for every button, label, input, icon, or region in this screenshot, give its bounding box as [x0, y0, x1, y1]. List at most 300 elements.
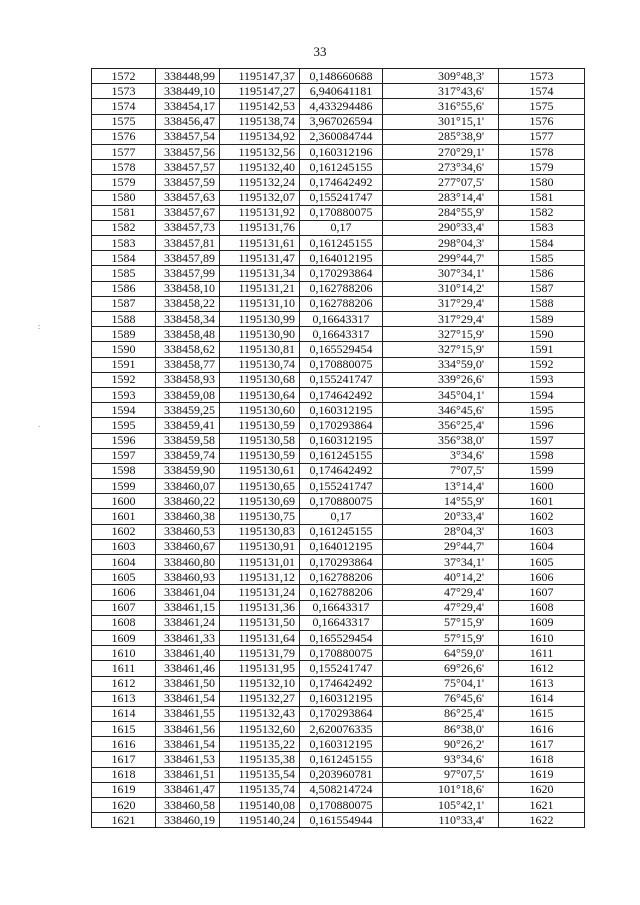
length-cell: 0,170293864: [300, 555, 383, 570]
point-to-cell: 1608: [499, 600, 585, 615]
y-coordinate-cell: 1195131,76: [220, 220, 300, 235]
y-coordinate-cell: 1195140,08: [220, 798, 300, 813]
table-row: [92, 114, 585, 129]
length-cell: 0,160312195: [300, 691, 383, 706]
x-coordinate-cell: 338457,56: [156, 144, 220, 159]
y-coordinate-cell: 1195130,61: [220, 463, 300, 478]
table-row: [92, 630, 585, 645]
point-to-cell: 1603: [499, 524, 585, 539]
length-cell: 0,170880075: [300, 494, 383, 509]
point-to-cell: 1587: [499, 281, 585, 296]
bearing-cell: 76°45,6': [383, 691, 499, 706]
point-to-cell: 1622: [499, 813, 585, 828]
bearing-cell: 110°33,4': [383, 813, 499, 828]
point-from-cell: 1621: [92, 813, 156, 828]
bearing-cell: 298°04,3': [383, 236, 499, 251]
y-coordinate-cell: 1195131,34: [220, 266, 300, 281]
y-coordinate-cell: 1195130,60: [220, 403, 300, 418]
y-coordinate-cell: 1195132,10: [220, 676, 300, 691]
point-to-cell: 1616: [499, 722, 585, 737]
x-coordinate-cell: 338457,73: [156, 220, 220, 235]
point-from-cell: 1586: [92, 281, 156, 296]
bearing-cell: 273°34,6': [383, 160, 499, 175]
point-to-cell: 1613: [499, 676, 585, 691]
point-from-cell: 1609: [92, 630, 156, 645]
bearing-cell: 69°26,6': [383, 661, 499, 676]
length-cell: 0,16643317: [300, 615, 383, 630]
y-coordinate-cell: 1195132,27: [220, 691, 300, 706]
x-coordinate-cell: 338457,54: [156, 129, 220, 144]
point-to-cell: 1599: [499, 463, 585, 478]
table-row: [92, 661, 585, 676]
table-row: [92, 129, 585, 144]
length-cell: 0,170293864: [300, 706, 383, 721]
point-from-cell: 1579: [92, 175, 156, 190]
point-to-cell: 1611: [499, 646, 585, 661]
length-cell: 6,940641181: [300, 84, 383, 99]
point-from-cell: 1605: [92, 570, 156, 585]
length-cell: 0,161245155: [300, 160, 383, 175]
table-row: [92, 448, 585, 463]
point-from-cell: 1616: [92, 737, 156, 752]
point-from-cell: 1604: [92, 555, 156, 570]
y-coordinate-cell: 1195132,60: [220, 722, 300, 737]
bearing-cell: 7°07,5': [383, 463, 499, 478]
y-coordinate-cell: 1195130,90: [220, 327, 300, 342]
point-to-cell: 1594: [499, 387, 585, 402]
x-coordinate-cell: 338454,17: [156, 99, 220, 114]
x-coordinate-cell: 338457,67: [156, 205, 220, 220]
point-from-cell: 1615: [92, 722, 156, 737]
y-coordinate-cell: 1195131,64: [220, 630, 300, 645]
length-cell: 0,170880075: [300, 798, 383, 813]
bearing-cell: 339°26,6': [383, 372, 499, 387]
y-coordinate-cell: 1195130,75: [220, 509, 300, 524]
point-from-cell: 1600: [92, 494, 156, 509]
table-row: [92, 220, 585, 235]
length-cell: 0,170293864: [300, 266, 383, 281]
length-cell: 2,620076335: [300, 722, 383, 737]
y-coordinate-cell: 1195132,43: [220, 706, 300, 721]
length-cell: 0,203960781: [300, 767, 383, 782]
y-coordinate-cell: 1195130,59: [220, 418, 300, 433]
length-cell: 0,174642492: [300, 463, 383, 478]
bearing-cell: 283°14,4': [383, 190, 499, 205]
y-coordinate-cell: 1195135,54: [220, 767, 300, 782]
length-cell: 0,165529454: [300, 630, 383, 645]
bearing-cell: 101°18,6': [383, 782, 499, 797]
point-to-cell: 1573: [499, 69, 585, 84]
table-row: [92, 372, 585, 387]
y-coordinate-cell: 1195131,92: [220, 205, 300, 220]
point-from-cell: 1612: [92, 676, 156, 691]
y-coordinate-cell: 1195131,36: [220, 600, 300, 615]
bearing-cell: 346°45,6': [383, 403, 499, 418]
table-row: [92, 600, 585, 615]
point-to-cell: 1602: [499, 509, 585, 524]
x-coordinate-cell: 338461,47: [156, 782, 220, 797]
table-row: [92, 433, 585, 448]
point-to-cell: 1609: [499, 615, 585, 630]
y-coordinate-cell: 1195132,24: [220, 175, 300, 190]
y-coordinate-cell: 1195140,24: [220, 813, 300, 828]
x-coordinate-cell: 338458,10: [156, 281, 220, 296]
point-to-cell: 1579: [499, 160, 585, 175]
point-to-cell: 1582: [499, 205, 585, 220]
point-from-cell: 1614: [92, 706, 156, 721]
y-coordinate-cell: 1195147,27: [220, 84, 300, 99]
y-coordinate-cell: 1195130,91: [220, 539, 300, 554]
length-cell: 0,17: [300, 220, 383, 235]
bearing-cell: 57°15,9': [383, 615, 499, 630]
length-cell: 0,165529454: [300, 342, 383, 357]
scan-margin-mark: .: [38, 420, 40, 429]
bearing-cell: 105°42,1': [383, 798, 499, 813]
y-coordinate-cell: 1195130,58: [220, 433, 300, 448]
bearing-cell: 316°55,6': [383, 99, 499, 114]
table-row: [92, 479, 585, 494]
y-coordinate-cell: 1195131,61: [220, 236, 300, 251]
bearing-cell: 317°29,4': [383, 296, 499, 311]
length-cell: 0,155241747: [300, 372, 383, 387]
point-to-cell: 1598: [499, 448, 585, 463]
table-row: [92, 205, 585, 220]
length-cell: 0,161245155: [300, 236, 383, 251]
table-row: [92, 767, 585, 782]
point-from-cell: 1578: [92, 160, 156, 175]
point-to-cell: 1588: [499, 296, 585, 311]
point-from-cell: 1613: [92, 691, 156, 706]
bearing-cell: 285°38,9': [383, 129, 499, 144]
x-coordinate-cell: 338460,38: [156, 509, 220, 524]
point-to-cell: 1577: [499, 129, 585, 144]
bearing-cell: 327°15,9': [383, 342, 499, 357]
table-row: [92, 782, 585, 797]
bearing-cell: 317°43,6': [383, 84, 499, 99]
point-to-cell: 1580: [499, 175, 585, 190]
bearing-cell: 20°33,4': [383, 509, 499, 524]
y-coordinate-cell: 1195147,37: [220, 69, 300, 84]
point-to-cell: 1592: [499, 357, 585, 372]
length-cell: 0,162788206: [300, 585, 383, 600]
table-row: [92, 524, 585, 539]
length-cell: 0,160312195: [300, 403, 383, 418]
table-row: [92, 615, 585, 630]
length-cell: 0,161245155: [300, 524, 383, 539]
table-row: [92, 752, 585, 767]
x-coordinate-cell: 338457,63: [156, 190, 220, 205]
y-coordinate-cell: 1195138,74: [220, 114, 300, 129]
y-coordinate-cell: 1195131,50: [220, 615, 300, 630]
point-from-cell: 1577: [92, 144, 156, 159]
bearing-cell: 317°29,4': [383, 312, 499, 327]
point-to-cell: 1604: [499, 539, 585, 554]
point-to-cell: 1607: [499, 585, 585, 600]
x-coordinate-cell: 338459,74: [156, 448, 220, 463]
length-cell: 0,160312195: [300, 433, 383, 448]
point-from-cell: 1593: [92, 387, 156, 402]
bearing-cell: 86°25,4': [383, 706, 499, 721]
length-cell: 0,155241747: [300, 661, 383, 676]
table-row: [92, 418, 585, 433]
bearing-cell: 3°34,6': [383, 448, 499, 463]
point-from-cell: 1620: [92, 798, 156, 813]
bearing-cell: 64°59,0': [383, 646, 499, 661]
table-row: [92, 175, 585, 190]
bearing-cell: 97°07,5': [383, 767, 499, 782]
point-to-cell: 1586: [499, 266, 585, 281]
x-coordinate-cell: 338457,99: [156, 266, 220, 281]
point-from-cell: 1602: [92, 524, 156, 539]
point-from-cell: 1596: [92, 433, 156, 448]
point-to-cell: 1618: [499, 752, 585, 767]
x-coordinate-cell: 338449,10: [156, 84, 220, 99]
point-from-cell: 1589: [92, 327, 156, 342]
length-cell: 0,162788206: [300, 296, 383, 311]
table-row: [92, 266, 585, 281]
table-row: [92, 69, 585, 84]
point-from-cell: 1591: [92, 357, 156, 372]
x-coordinate-cell: 338461,33: [156, 630, 220, 645]
x-coordinate-cell: 338461,46: [156, 661, 220, 676]
length-cell: 0,174642492: [300, 387, 383, 402]
point-from-cell: 1583: [92, 236, 156, 251]
point-to-cell: 1595: [499, 403, 585, 418]
table-row: [92, 357, 585, 372]
point-to-cell: 1593: [499, 372, 585, 387]
point-from-cell: 1587: [92, 296, 156, 311]
point-to-cell: 1581: [499, 190, 585, 205]
point-from-cell: 1580: [92, 190, 156, 205]
point-from-cell: 1619: [92, 782, 156, 797]
y-coordinate-cell: 1195132,56: [220, 144, 300, 159]
bearing-cell: 37°34,1': [383, 555, 499, 570]
length-cell: 2,360084744: [300, 129, 383, 144]
point-from-cell: 1617: [92, 752, 156, 767]
point-from-cell: 1582: [92, 220, 156, 235]
x-coordinate-cell: 338461,50: [156, 676, 220, 691]
length-cell: 0,162788206: [300, 570, 383, 585]
x-coordinate-cell: 338460,22: [156, 494, 220, 509]
x-coordinate-cell: 338458,77: [156, 357, 220, 372]
table-row: [92, 646, 585, 661]
point-to-cell: 1578: [499, 144, 585, 159]
point-to-cell: 1574: [499, 84, 585, 99]
table-row: [92, 691, 585, 706]
x-coordinate-cell: 338461,56: [156, 722, 220, 737]
table-row: [92, 144, 585, 159]
table-row: [92, 555, 585, 570]
length-cell: 0,160312195: [300, 737, 383, 752]
bearing-cell: 13°14,4': [383, 479, 499, 494]
bearing-cell: 47°29,4': [383, 600, 499, 615]
x-coordinate-cell: 338461,55: [156, 706, 220, 721]
length-cell: 0,161245155: [300, 752, 383, 767]
x-coordinate-cell: 338456,47: [156, 114, 220, 129]
point-to-cell: 1575: [499, 99, 585, 114]
table-row: [92, 585, 585, 600]
point-from-cell: 1611: [92, 661, 156, 676]
length-cell: 0,16643317: [300, 327, 383, 342]
point-to-cell: 1585: [499, 251, 585, 266]
y-coordinate-cell: 1195130,69: [220, 494, 300, 509]
y-coordinate-cell: 1195142,53: [220, 99, 300, 114]
x-coordinate-cell: 338460,19: [156, 813, 220, 828]
x-coordinate-cell: 338461,24: [156, 615, 220, 630]
x-coordinate-cell: 338461,54: [156, 691, 220, 706]
page-number: 33: [313, 44, 327, 59]
point-from-cell: 1584: [92, 251, 156, 266]
bearing-cell: 345°04,1': [383, 387, 499, 402]
x-coordinate-cell: 338459,90: [156, 463, 220, 478]
bearing-cell: 29°44,7': [383, 539, 499, 554]
x-coordinate-cell: 338458,62: [156, 342, 220, 357]
length-cell: 4,433294486: [300, 99, 383, 114]
x-coordinate-cell: 338460,67: [156, 539, 220, 554]
table-row: [92, 676, 585, 691]
x-coordinate-cell: 338457,59: [156, 175, 220, 190]
x-coordinate-cell: 338461,53: [156, 752, 220, 767]
x-coordinate-cell: 338448,99: [156, 69, 220, 84]
table-row: [92, 281, 585, 296]
y-coordinate-cell: 1195131,10: [220, 296, 300, 311]
x-coordinate-cell: 338458,34: [156, 312, 220, 327]
length-cell: 0,148660688: [300, 69, 383, 84]
point-to-cell: 1596: [499, 418, 585, 433]
y-coordinate-cell: 1195130,99: [220, 312, 300, 327]
table-body: [92, 69, 585, 828]
x-coordinate-cell: 338460,53: [156, 524, 220, 539]
x-coordinate-cell: 338457,89: [156, 251, 220, 266]
table-row: [92, 160, 585, 175]
y-coordinate-cell: 1195131,95: [220, 661, 300, 676]
bearing-cell: 47°29,4': [383, 585, 499, 600]
table-row: [92, 813, 585, 828]
point-to-cell: 1615: [499, 706, 585, 721]
bearing-cell: 356°38,0': [383, 433, 499, 448]
point-from-cell: 1618: [92, 767, 156, 782]
bearing-cell: 57°15,9': [383, 630, 499, 645]
point-to-cell: 1620: [499, 782, 585, 797]
bearing-cell: 86°38,0': [383, 722, 499, 737]
point-to-cell: 1612: [499, 661, 585, 676]
x-coordinate-cell: 338460,93: [156, 570, 220, 585]
point-to-cell: 1590: [499, 327, 585, 342]
bearing-cell: 284°55,9': [383, 205, 499, 220]
y-coordinate-cell: 1195131,24: [220, 585, 300, 600]
y-coordinate-cell: 1195130,59: [220, 448, 300, 463]
y-coordinate-cell: 1195130,68: [220, 372, 300, 387]
y-coordinate-cell: 1195130,74: [220, 357, 300, 372]
point-from-cell: 1594: [92, 403, 156, 418]
y-coordinate-cell: 1195132,07: [220, 190, 300, 205]
length-cell: 0,17: [300, 509, 383, 524]
point-from-cell: 1597: [92, 448, 156, 463]
length-cell: 0,162788206: [300, 281, 383, 296]
bearing-cell: 270°29,1': [383, 144, 499, 159]
length-cell: 0,174642492: [300, 676, 383, 691]
x-coordinate-cell: 338460,58: [156, 798, 220, 813]
length-cell: 0,16643317: [300, 600, 383, 615]
length-cell: 0,170880075: [300, 357, 383, 372]
table-row: [92, 342, 585, 357]
y-coordinate-cell: 1195131,21: [220, 281, 300, 296]
point-to-cell: 1606: [499, 570, 585, 585]
y-coordinate-cell: 1195135,22: [220, 737, 300, 752]
point-from-cell: 1581: [92, 205, 156, 220]
table-row: [92, 387, 585, 402]
bearing-cell: 90°26,2': [383, 737, 499, 752]
bearing-cell: 309°48,3': [383, 69, 499, 84]
point-from-cell: 1575: [92, 114, 156, 129]
point-from-cell: 1576: [92, 129, 156, 144]
bearing-cell: 290°33,4': [383, 220, 499, 235]
point-to-cell: 1576: [499, 114, 585, 129]
point-from-cell: 1607: [92, 600, 156, 615]
bearing-cell: 310°14,2': [383, 281, 499, 296]
x-coordinate-cell: 338459,58: [156, 433, 220, 448]
length-cell: 0,164012195: [300, 539, 383, 554]
y-coordinate-cell: 1195131,12: [220, 570, 300, 585]
table-row: [92, 494, 585, 509]
x-coordinate-cell: 338459,41: [156, 418, 220, 433]
length-cell: 0,161554944: [300, 813, 383, 828]
point-from-cell: 1572: [92, 69, 156, 84]
point-from-cell: 1608: [92, 615, 156, 630]
point-to-cell: 1591: [499, 342, 585, 357]
x-coordinate-cell: 338459,08: [156, 387, 220, 402]
point-to-cell: 1605: [499, 555, 585, 570]
y-coordinate-cell: 1195134,92: [220, 129, 300, 144]
length-cell: 0,155241747: [300, 190, 383, 205]
x-coordinate-cell: 338458,48: [156, 327, 220, 342]
bearing-cell: 75°04,1': [383, 676, 499, 691]
table-row: [92, 463, 585, 478]
scan-margin-mark: :: [38, 322, 41, 331]
point-to-cell: 1600: [499, 479, 585, 494]
point-from-cell: 1573: [92, 84, 156, 99]
point-from-cell: 1598: [92, 463, 156, 478]
table-row: [92, 190, 585, 205]
y-coordinate-cell: 1195130,65: [220, 479, 300, 494]
point-from-cell: 1588: [92, 312, 156, 327]
point-to-cell: 1619: [499, 767, 585, 782]
length-cell: 0,170880075: [300, 205, 383, 220]
x-coordinate-cell: 338461,04: [156, 585, 220, 600]
point-from-cell: 1606: [92, 585, 156, 600]
point-to-cell: 1601: [499, 494, 585, 509]
point-from-cell: 1599: [92, 479, 156, 494]
coordinates-table: [91, 68, 585, 828]
length-cell: 0,170880075: [300, 646, 383, 661]
point-from-cell: 1601: [92, 509, 156, 524]
y-coordinate-cell: 1195132,40: [220, 160, 300, 175]
x-coordinate-cell: 338459,25: [156, 403, 220, 418]
bearing-cell: 277°07,5': [383, 175, 499, 190]
length-cell: 0,155241747: [300, 479, 383, 494]
bearing-cell: 28°04,3': [383, 524, 499, 539]
table-row: [92, 312, 585, 327]
point-to-cell: 1617: [499, 737, 585, 752]
point-from-cell: 1592: [92, 372, 156, 387]
point-to-cell: 1583: [499, 220, 585, 235]
table-row: [92, 296, 585, 311]
table-row: [92, 84, 585, 99]
x-coordinate-cell: 338461,40: [156, 646, 220, 661]
bearing-cell: 301°15,1': [383, 114, 499, 129]
point-from-cell: 1595: [92, 418, 156, 433]
x-coordinate-cell: 338458,22: [156, 296, 220, 311]
